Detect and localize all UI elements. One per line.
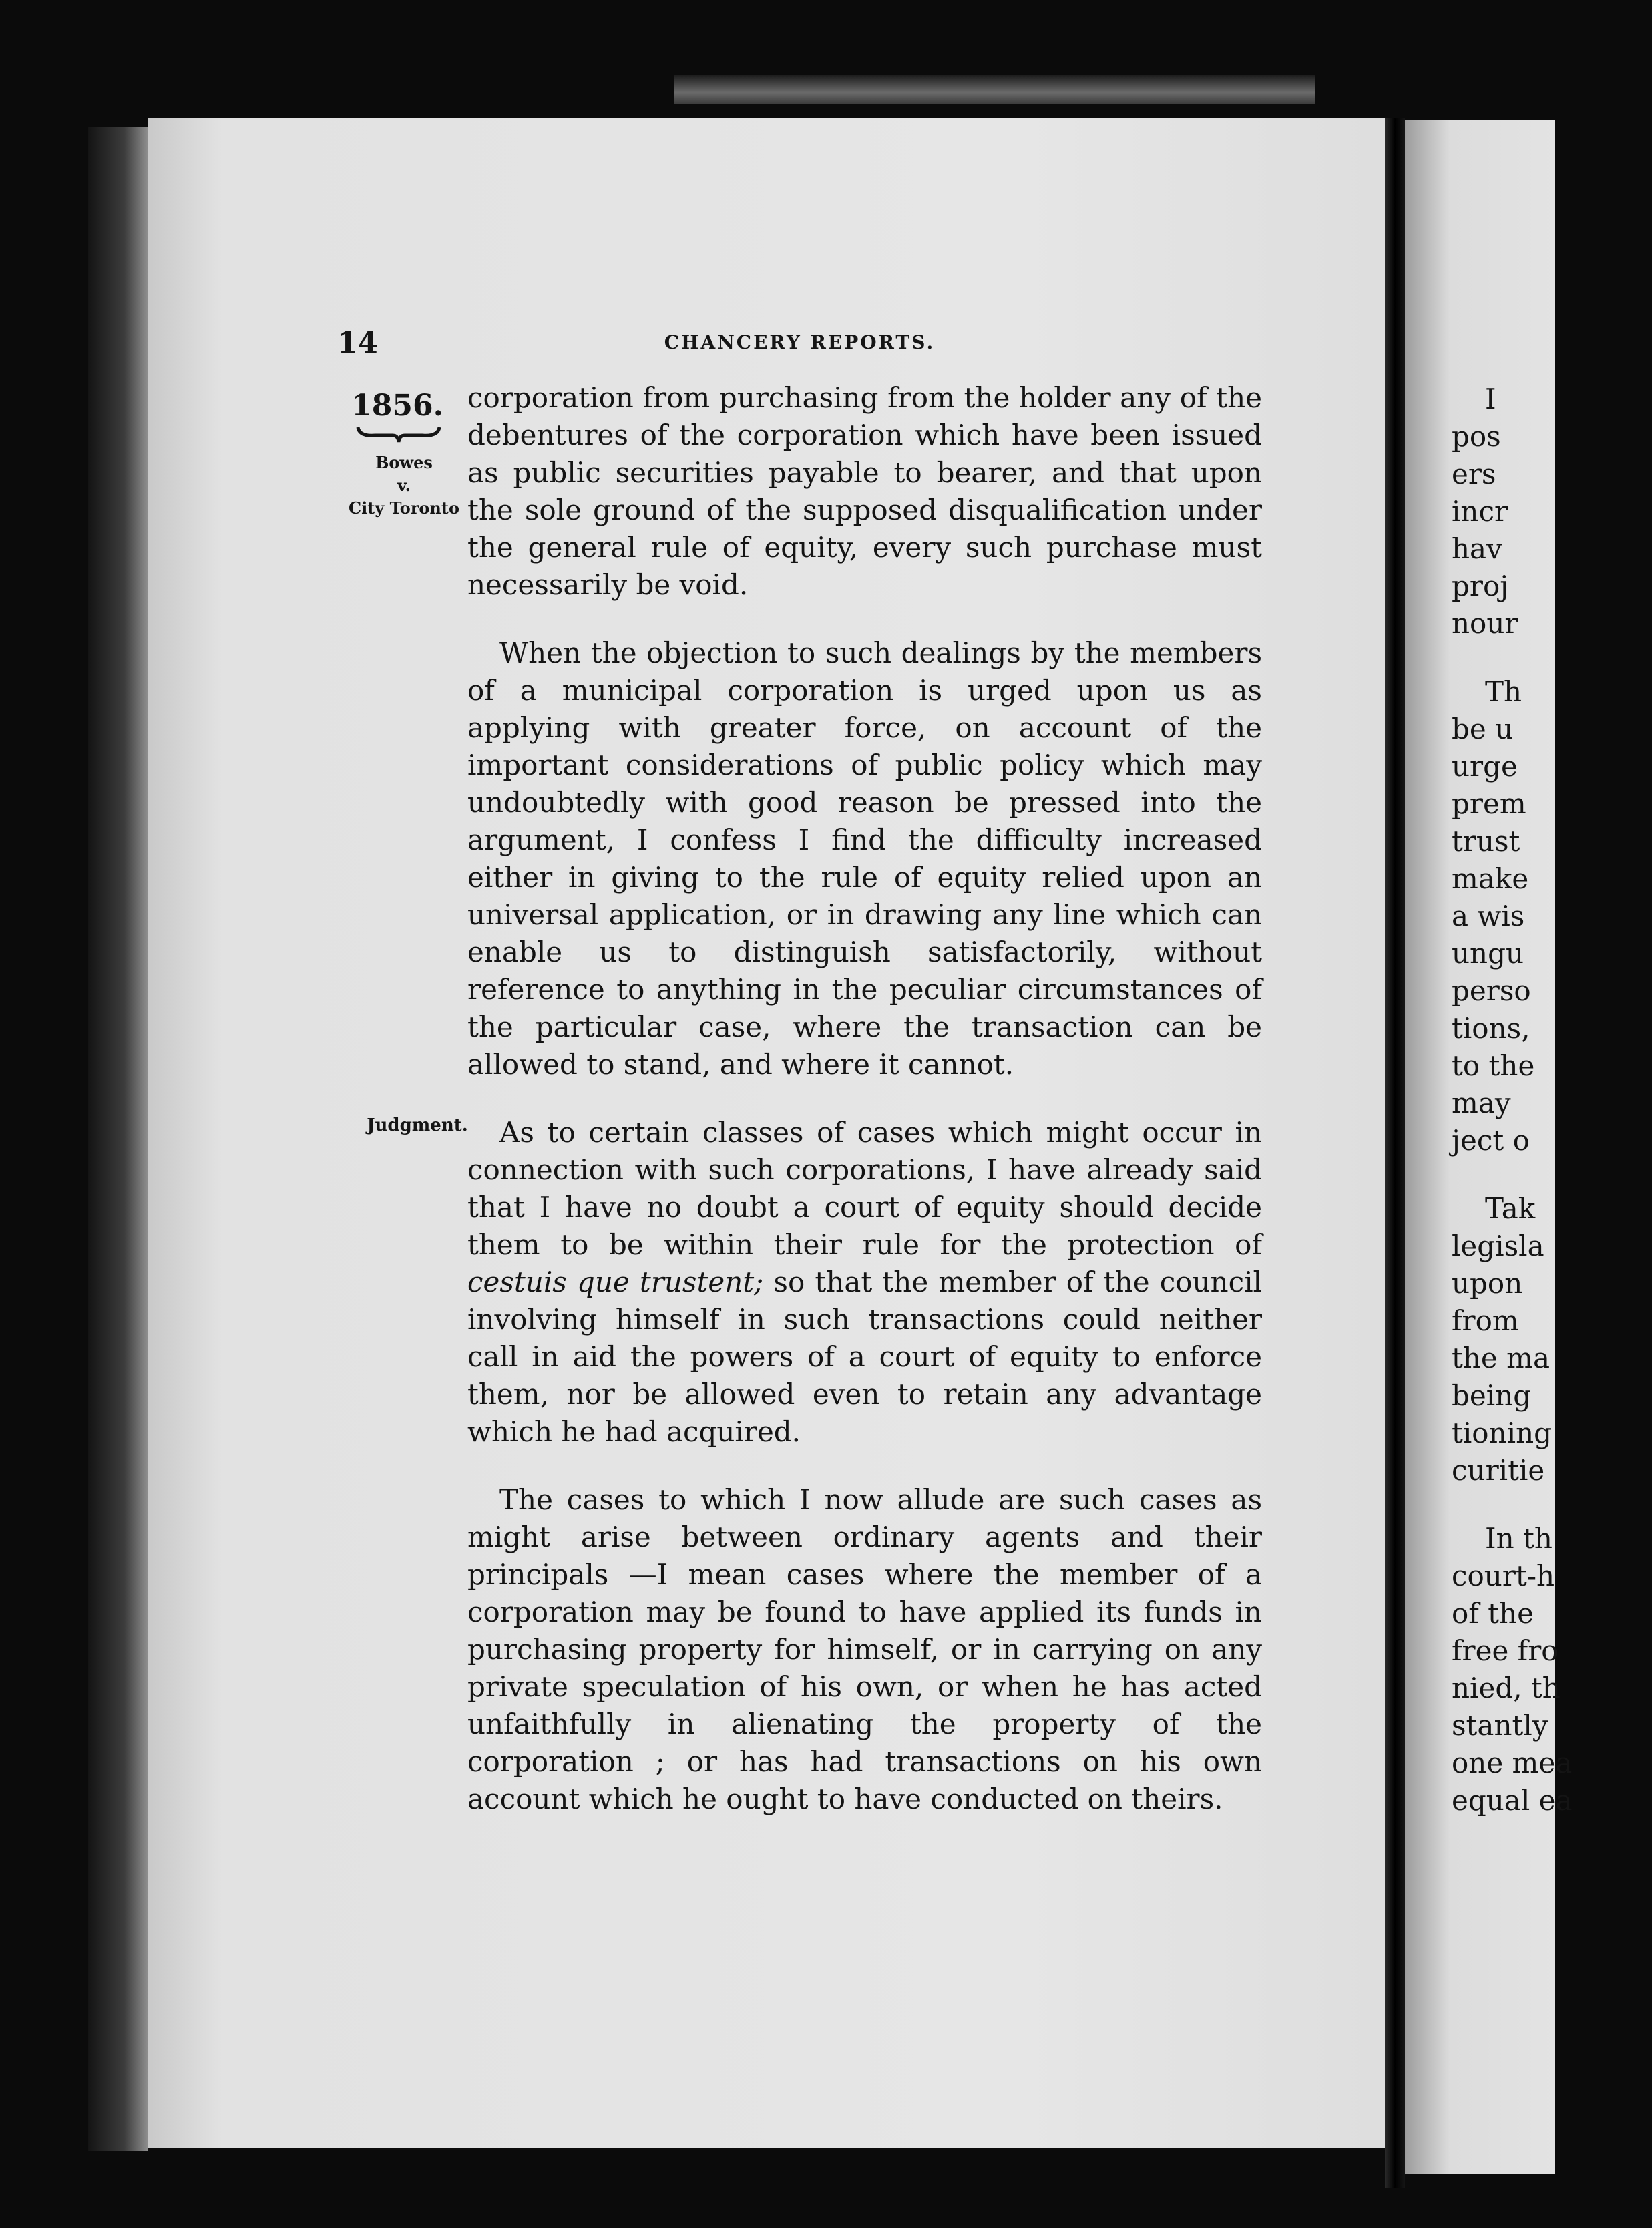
right-page-line: ungu [1452, 937, 1524, 970]
right-page-line: of the [1452, 1597, 1534, 1630]
right-page-line: nied, th [1452, 1672, 1561, 1704]
right-page-line: stantly [1452, 1709, 1548, 1742]
case-party-2: City Toronto [349, 498, 459, 518]
paragraph-4 [467, 1481, 1262, 1818]
right-page-line: be u [1452, 713, 1514, 745]
right-page-line: legisla [1452, 1230, 1544, 1262]
right-page-line: hav [1452, 532, 1502, 565]
sidenote-judgment: Judgment. [367, 1115, 468, 1135]
text-run: The cases to which I now allude are such cases as might arise between ordinary agents and their principals —I mean cases where the member of a corporation may be found to have applied its funds in purchasing property for himself, or in carrying on any private speculation of his own, or when he has acted unfaithfully in alienating the property of the corporation ; or has had transactions on his own account which he ought to have conducted on theirs. [467, 1483, 1262, 1815]
right-page-line: the ma [1452, 1342, 1550, 1374]
body-text [467, 379, 1262, 1849]
book-top-edge [674, 75, 1315, 104]
text-run: As to certain classes of cases which might occur in connection with such corporations, I have already said that I have no doubt a court of equity should decide them to be within their rule for the protection of [467, 1116, 1262, 1261]
right-page-line: pos [1452, 420, 1501, 453]
right-page-fragment [1405, 120, 1573, 2174]
right-page-line: nour [1452, 607, 1518, 640]
text-run: corporation from purchasing from the holder any of the debentures of the corporation which have been issued as public securities payable to bearer, and that upon the sole ground of the supposed disqualification under the general rule of equity, every such purchase must necessarily be void. [467, 381, 1262, 601]
right-page-line: Tak [1485, 1192, 1536, 1225]
right-page-line: being [1452, 1379, 1532, 1412]
right-page-line: a wis [1452, 900, 1525, 932]
brace-icon [355, 425, 442, 443]
right-page-line: Th [1485, 675, 1522, 708]
right-page-line: to the [1452, 1049, 1535, 1082]
right-page-line: incr [1452, 495, 1508, 528]
right-page-line: from [1452, 1304, 1519, 1337]
sidenote-year: 1856. [351, 389, 443, 423]
sidenote-case-name [337, 451, 471, 520]
book-left-edge [88, 127, 148, 2151]
right-page-line: I [1485, 383, 1496, 415]
right-page-line: ject o [1452, 1124, 1530, 1157]
right-page-line: court-h [1452, 1559, 1555, 1592]
right-page-line: prem [1452, 787, 1526, 820]
running-title: CHANCERY REPORTS. [664, 331, 936, 353]
text-run: When the objection to such dealings by the members of a municipal corporation is urged upon us as applying with greater force, on account of the important considerations of public policy which may undoubtedly with good reason be pressed into the argument, I confess I find the difficulty increased either in giving to the rule of equity relied upon an universal application, or in drawing any line which can enable us to distinguish satisfactorily, without reference to anything in the peculiar circumstances of the particular case, where the transaction can be allowed to stand, and where it cannot. [467, 636, 1262, 1081]
book-gutter [1385, 118, 1405, 2188]
right-page-line: perso [1452, 974, 1531, 1007]
case-versus: v. [397, 476, 411, 495]
case-party-1: Bowes [375, 453, 433, 472]
right-page-line: tions, [1452, 1012, 1530, 1045]
right-page-line: equal ea [1452, 1784, 1573, 1817]
paragraph-3 [467, 1114, 1262, 1451]
right-page-line: In th [1485, 1522, 1553, 1555]
page-number: 14 [337, 326, 379, 360]
right-page-text [1452, 381, 1652, 1819]
right-page-line: may [1452, 1087, 1511, 1119]
right-page-line: upon [1452, 1267, 1523, 1300]
paragraph-2 [467, 634, 1262, 1083]
right-page-line: trust [1452, 825, 1520, 858]
text-run: so that the member of the council involving himself in such transactions could neither call in aid the powers of a court of equity to enforce them, nor be allowed even to retain any advantage which he had acquired. [467, 1266, 1262, 1448]
right-page-line: tioning [1452, 1417, 1553, 1449]
right-page-line: urge [1452, 750, 1518, 783]
right-page-line: curitie [1452, 1454, 1545, 1487]
running-head [337, 326, 1262, 366]
right-page-line: make [1452, 862, 1529, 895]
italic-phrase: cestuis que trustent; [467, 1266, 764, 1298]
right-page-line: proj [1452, 570, 1509, 602]
right-page-line: ers [1452, 457, 1496, 490]
right-page-line: free fro [1452, 1634, 1559, 1667]
paragraph-1 [467, 379, 1262, 604]
right-page-line: one mea [1452, 1746, 1573, 1779]
